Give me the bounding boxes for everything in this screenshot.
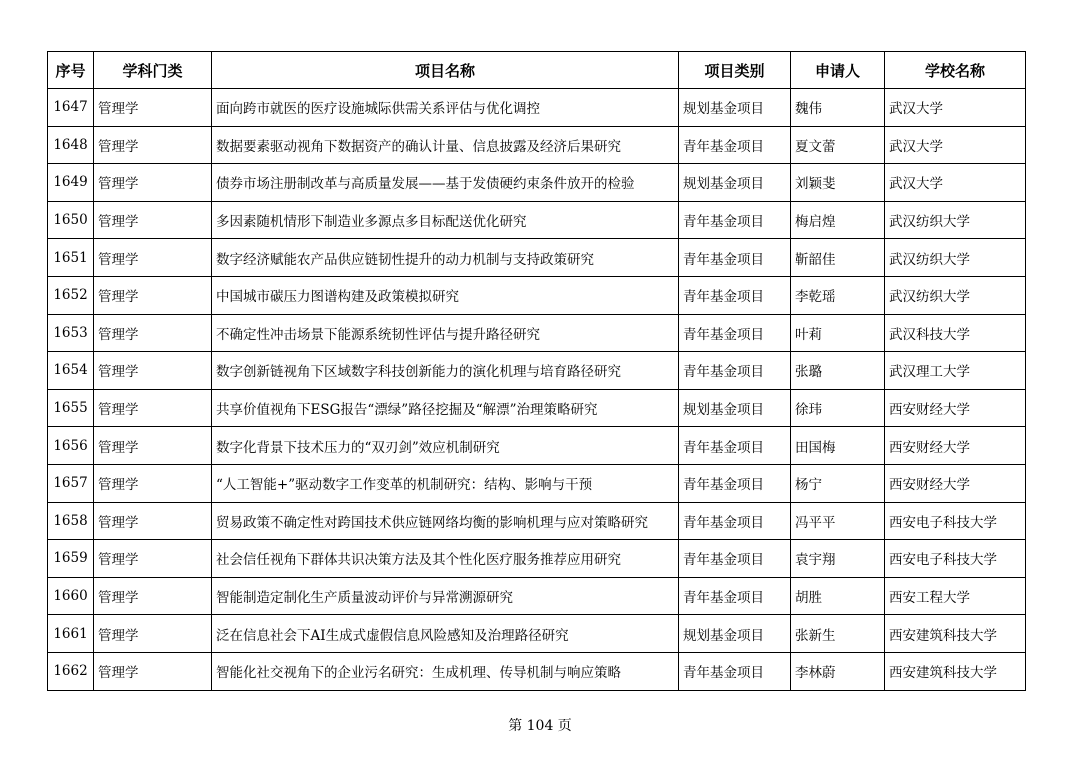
row-index: 1651 (48, 239, 94, 277)
row-title: 社会信任视角下群体共识决策方法及其个性化医疗服务推荐应用研究 (212, 540, 679, 578)
row-applicant: 李乾瑶 (791, 276, 885, 314)
row-index: 1650 (48, 201, 94, 239)
row-discipline: 管理学 (94, 652, 212, 690)
row-index: 1649 (48, 164, 94, 202)
row-school: 西安财经大学 (885, 464, 1026, 502)
header-discipline: 学科门类 (94, 52, 212, 89)
table-row (48, 389, 1026, 427)
row-discipline: 管理学 (94, 540, 212, 578)
table-row (48, 276, 1026, 314)
table-row (48, 502, 1026, 540)
page-footer (0, 715, 1080, 735)
row-title: 数据要素驱动视角下数据资产的确认计量、信息披露及经济后果研究 (212, 126, 679, 164)
table-row (48, 652, 1026, 690)
row-applicant: 徐玮 (791, 389, 885, 427)
row-index: 1647 (48, 89, 94, 127)
row-applicant: 叶莉 (791, 314, 885, 352)
row-title: 数字创新链视角下区域数字科技创新能力的演化机理与培育路径研究 (212, 352, 679, 390)
row-category: 青年基金项目 (679, 502, 791, 540)
row-discipline: 管理学 (94, 164, 212, 202)
row-title: 债券市场注册制改革与高质量发展——基于发债硬约束条件放开的检验 (212, 164, 679, 202)
table-row (48, 89, 1026, 127)
row-title: 共享价值视角下ESG报告“漂绿”路径挖掘及“解漂”治理策略研究 (212, 389, 679, 427)
row-category: 规划基金项目 (679, 389, 791, 427)
row-applicant: 袁宇翔 (791, 540, 885, 578)
table-row (48, 615, 1026, 653)
row-discipline: 管理学 (94, 502, 212, 540)
row-title: 中国城市碳压力图谱构建及政策模拟研究 (212, 276, 679, 314)
row-school: 武汉科技大学 (885, 314, 1026, 352)
row-school: 武汉大学 (885, 126, 1026, 164)
row-applicant: 张新生 (791, 615, 885, 653)
row-discipline: 管理学 (94, 577, 212, 615)
row-school: 武汉理工大学 (885, 352, 1026, 390)
row-discipline: 管理学 (94, 126, 212, 164)
row-school: 武汉大学 (885, 164, 1026, 202)
table-row (48, 352, 1026, 390)
row-applicant: 夏文蕾 (791, 126, 885, 164)
row-title: 数字化背景下技术压力的“双刃剑”效应机制研究 (212, 427, 679, 465)
row-category: 青年基金项目 (679, 201, 791, 239)
row-applicant: 刘颖斐 (791, 164, 885, 202)
row-applicant: 魏伟 (791, 89, 885, 127)
row-applicant: 靳韶佳 (791, 239, 885, 277)
row-discipline: 管理学 (94, 89, 212, 127)
row-applicant: 梅启煌 (791, 201, 885, 239)
row-discipline: 管理学 (94, 201, 212, 239)
row-school: 西安财经大学 (885, 427, 1026, 465)
row-index: 1648 (48, 126, 94, 164)
table-row (48, 164, 1026, 202)
table-row (48, 126, 1026, 164)
row-index: 1655 (48, 389, 94, 427)
row-school: 西安工程大学 (885, 577, 1026, 615)
row-discipline: 管理学 (94, 239, 212, 277)
row-title: 泛在信息社会下AI生成式虚假信息风险感知及治理路径研究 (212, 615, 679, 653)
row-school: 武汉纺织大学 (885, 239, 1026, 277)
row-category: 青年基金项目 (679, 352, 791, 390)
row-title: 智能化社交视角下的企业污名研究：生成机理、传导机制与响应策略 (212, 652, 679, 690)
row-category: 青年基金项目 (679, 652, 791, 690)
row-category: 规划基金项目 (679, 615, 791, 653)
row-school: 武汉大学 (885, 89, 1026, 127)
row-index: 1657 (48, 464, 94, 502)
page-number: 第 104 页 (508, 718, 572, 734)
row-index: 1661 (48, 615, 94, 653)
row-title: 贸易政策不确定性对跨国技术供应链网络均衡的影响机理与应对策略研究 (212, 502, 679, 540)
row-index: 1659 (48, 540, 94, 578)
header-school: 学校名称 (885, 52, 1026, 89)
row-discipline: 管理学 (94, 314, 212, 352)
row-category: 青年基金项目 (679, 540, 791, 578)
row-school: 武汉纺织大学 (885, 276, 1026, 314)
row-discipline: 管理学 (94, 615, 212, 653)
table-row (48, 464, 1026, 502)
row-applicant: 胡胜 (791, 577, 885, 615)
row-applicant: 冯平平 (791, 502, 885, 540)
row-category: 青年基金项目 (679, 314, 791, 352)
row-category: 规划基金项目 (679, 164, 791, 202)
row-category: 规划基金项目 (679, 89, 791, 127)
row-category: 青年基金项目 (679, 577, 791, 615)
table-row (48, 427, 1026, 465)
row-index: 1652 (48, 276, 94, 314)
row-school: 武汉纺织大学 (885, 201, 1026, 239)
row-school: 西安建筑科技大学 (885, 615, 1026, 653)
row-index: 1660 (48, 577, 94, 615)
project-table (47, 51, 1026, 691)
row-discipline: 管理学 (94, 352, 212, 390)
row-category: 青年基金项目 (679, 239, 791, 277)
row-category: 青年基金项目 (679, 427, 791, 465)
row-discipline: 管理学 (94, 464, 212, 502)
header-category: 项目类别 (679, 52, 791, 89)
row-category: 青年基金项目 (679, 276, 791, 314)
row-school: 西安财经大学 (885, 389, 1026, 427)
row-category: 青年基金项目 (679, 126, 791, 164)
row-index: 1654 (48, 352, 94, 390)
header-project-title: 项目名称 (212, 52, 679, 89)
row-title: 面向跨市就医的医疗设施城际供需关系评估与优化调控 (212, 89, 679, 127)
row-title: “人工智能+”驱动数字工作变革的机制研究：结构、影响与干预 (212, 464, 679, 502)
row-school: 西安电子科技大学 (885, 540, 1026, 578)
table-row (48, 577, 1026, 615)
row-discipline: 管理学 (94, 427, 212, 465)
table-row (48, 201, 1026, 239)
row-applicant: 李林蔚 (791, 652, 885, 690)
row-discipline: 管理学 (94, 389, 212, 427)
row-index: 1662 (48, 652, 94, 690)
header-index: 序号 (48, 52, 94, 89)
table-row (48, 540, 1026, 578)
row-discipline: 管理学 (94, 276, 212, 314)
row-applicant: 张璐 (791, 352, 885, 390)
row-title: 不确定性冲击场景下能源系统韧性评估与提升路径研究 (212, 314, 679, 352)
row-title: 智能制造定制化生产质量波动评价与异常溯源研究 (212, 577, 679, 615)
header-applicant: 申请人 (791, 52, 885, 89)
row-title: 多因素随机情形下制造业多源点多目标配送优化研究 (212, 201, 679, 239)
table-row (48, 239, 1026, 277)
row-applicant: 田国梅 (791, 427, 885, 465)
row-title: 数字经济赋能农产品供应链韧性提升的动力机制与支持政策研究 (212, 239, 679, 277)
table-row (48, 314, 1026, 352)
row-index: 1656 (48, 427, 94, 465)
row-category: 青年基金项目 (679, 464, 791, 502)
row-index: 1653 (48, 314, 94, 352)
row-applicant: 杨宁 (791, 464, 885, 502)
table-header-row (48, 52, 1026, 89)
row-school: 西安建筑科技大学 (885, 652, 1026, 690)
row-index: 1658 (48, 502, 94, 540)
row-school: 西安电子科技大学 (885, 502, 1026, 540)
